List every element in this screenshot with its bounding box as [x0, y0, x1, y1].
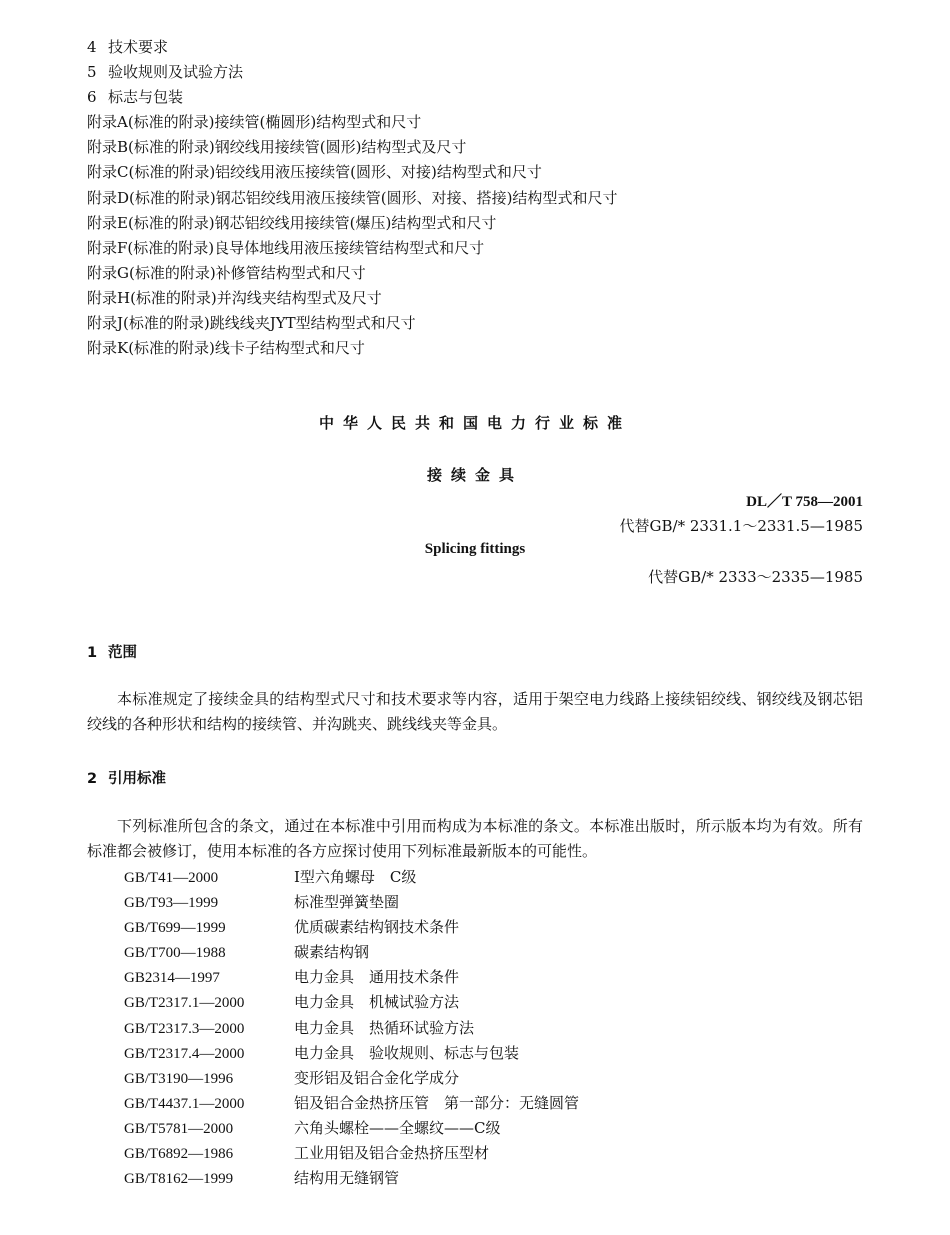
reference-item: [124, 915, 579, 940]
reference-item: [124, 1041, 579, 1066]
reference-title: 电力金具 验收规则、标志与包装: [294, 1043, 520, 1062]
english-title: Splicing fittings: [424, 541, 526, 557]
section-number: 1: [87, 645, 98, 661]
toc-item-text: 验收规则及试验方法: [108, 63, 244, 82]
replaces-note-1: 代替GB/* 2331.1～2331.5—1985: [619, 517, 863, 535]
reference-item: [124, 940, 579, 965]
reference-item: [124, 990, 579, 1015]
reference-title: 六角头螺栓——全螺纹——C级: [294, 1118, 501, 1137]
toc-item-text: 附录A(标准的附录)接续管(椭圆形)结构型式和尺寸: [87, 113, 422, 132]
toc-item: [87, 261, 617, 286]
reference-title: 优质碳素结构钢技术条件: [294, 918, 460, 937]
reference-code: GB/T6892—1986: [124, 1146, 234, 1163]
toc-item-text: 附录F(标准的附录)良导体地线用液压接续管结构型式和尺寸: [87, 238, 485, 257]
reference-code: GB/T93—1999: [124, 895, 219, 912]
toc-item: [87, 60, 617, 85]
toc-item: [87, 336, 617, 361]
toc-item-number: 4: [87, 38, 97, 56]
toc-item-text: 附录B(标准的附录)钢绞线用接续管(圆形)结构型式及尺寸: [87, 138, 467, 157]
reference-code: GB/T700—1988: [124, 945, 226, 962]
section-2-body: 下列标准所包含的条文，通过在本标准中引用而构成为本标准的条文。本标准出版时，所示版本均为有效。所有标准都会被修订，使用本标准的各方应探讨使用下列标准最新版本的可能性。: [87, 817, 863, 860]
reference-item: [124, 890, 579, 915]
reference-code: GB2314—1997: [124, 970, 220, 987]
table-of-contents: [87, 35, 617, 361]
replaces-note-2: 代替GB/* 2333～2335—1985: [648, 568, 863, 586]
section-1-body: 本标准规定了接续金具的结构型式尺寸和技术要求等内容，适用于架空电力线路上接续铝绞线、钢绞线及钢芯铝绞线的各种形状和结构的接续管、并沟跳夹、跳线线夹等金具。: [87, 690, 863, 733]
toc-item-text: 附录G(标准的附录)补修管结构型式和尺寸: [87, 263, 366, 282]
reference-title: 电力金具 机械试验方法: [294, 993, 460, 1012]
reference-code: GB/T699—1999: [124, 920, 226, 937]
reference-item: [124, 1166, 579, 1191]
toc-item: [87, 160, 617, 185]
reference-title: 结构用无缝钢管: [294, 1169, 400, 1188]
reference-list: [124, 865, 579, 1191]
reference-item: [124, 1016, 579, 1041]
reference-code: GB/T2317.4—2000: [124, 1045, 245, 1062]
toc-item-text: 标志与包装: [108, 88, 184, 107]
toc-item: [87, 286, 617, 311]
toc-item: [87, 85, 617, 110]
document-title: 接续金具: [426, 466, 523, 484]
toc-item: [87, 186, 617, 211]
reference-title: 标准型弹簧垫圈: [294, 893, 400, 912]
reference-code: GB/T2317.3—2000: [124, 1020, 245, 1037]
reference-code: GB/T4437.1—2000: [124, 1095, 245, 1112]
section-2-heading: [87, 767, 166, 788]
section-1-heading: [87, 641, 137, 662]
reference-item: [124, 1116, 579, 1141]
reference-title: 变形铝及铝合金化学成分: [294, 1068, 460, 1087]
toc-item: [87, 135, 617, 160]
reference-title: 电力金具 通用技术条件: [294, 968, 460, 987]
toc-item-text: 技术要求: [108, 38, 169, 56]
toc-item: [87, 211, 617, 236]
reference-item: [124, 1141, 579, 1166]
toc-item-text: 附录E(标准的附录)钢芯铝绞线用接续管(爆压)结构型式和尺寸: [87, 213, 497, 232]
reference-code: GB/T3190—1996: [124, 1070, 234, 1087]
toc-item-text: 附录J(标准的附录)跳线线夹JYT型结构型式和尺寸: [87, 314, 416, 333]
reference-title: 工业用铝及铝合金热挤压型材: [294, 1144, 490, 1163]
reference-title: 电力金具 热循环试验方法: [294, 1018, 475, 1037]
reference-title: 铝及铝合金热挤压管 第一部分：无缝圆管: [294, 1093, 580, 1112]
standard-organization-title: 中华人民共和国电力行业标准: [318, 414, 631, 432]
toc-item-number: 5: [87, 63, 97, 82]
reference-item: [124, 965, 579, 990]
standard-code: DL／T 758—2001: [746, 494, 863, 510]
toc-item: [87, 311, 617, 336]
reference-code: GB/T41—2000: [124, 870, 219, 886]
reference-code: GB/T5781—2000: [124, 1120, 234, 1137]
reference-item: [124, 1091, 579, 1116]
reference-item: [124, 865, 579, 890]
toc-item-text: 附录C(标准的附录)铝绞线用液压接续管(圆形、对接)结构型式和尺寸: [87, 163, 542, 182]
section-title: 范围: [108, 645, 137, 661]
reference-title: 碳素结构钢: [294, 943, 370, 962]
toc-item: [87, 35, 617, 60]
reference-code: GB/T8162—1999: [124, 1171, 234, 1188]
reference-title: I型六角螺母 C级: [294, 868, 417, 886]
toc-item-text: 附录H(标准的附录)并沟线夹结构型式及尺寸: [87, 288, 382, 307]
toc-item-number: 6: [87, 88, 97, 107]
section-number: 2: [87, 771, 98, 787]
toc-item: [87, 236, 617, 261]
toc-item-text: 附录D(标准的附录)钢芯铝绞线用液压接续管(圆形、对接、搭接)结构型式和尺寸: [87, 188, 618, 207]
section-title: 引用标准: [108, 771, 166, 787]
toc-item: [87, 110, 617, 135]
toc-item-text: 附录K(标准的附录)线卡子结构型式和尺寸: [87, 339, 365, 358]
reference-code: GB/T2317.1—2000: [124, 995, 245, 1012]
reference-item: [124, 1066, 579, 1091]
